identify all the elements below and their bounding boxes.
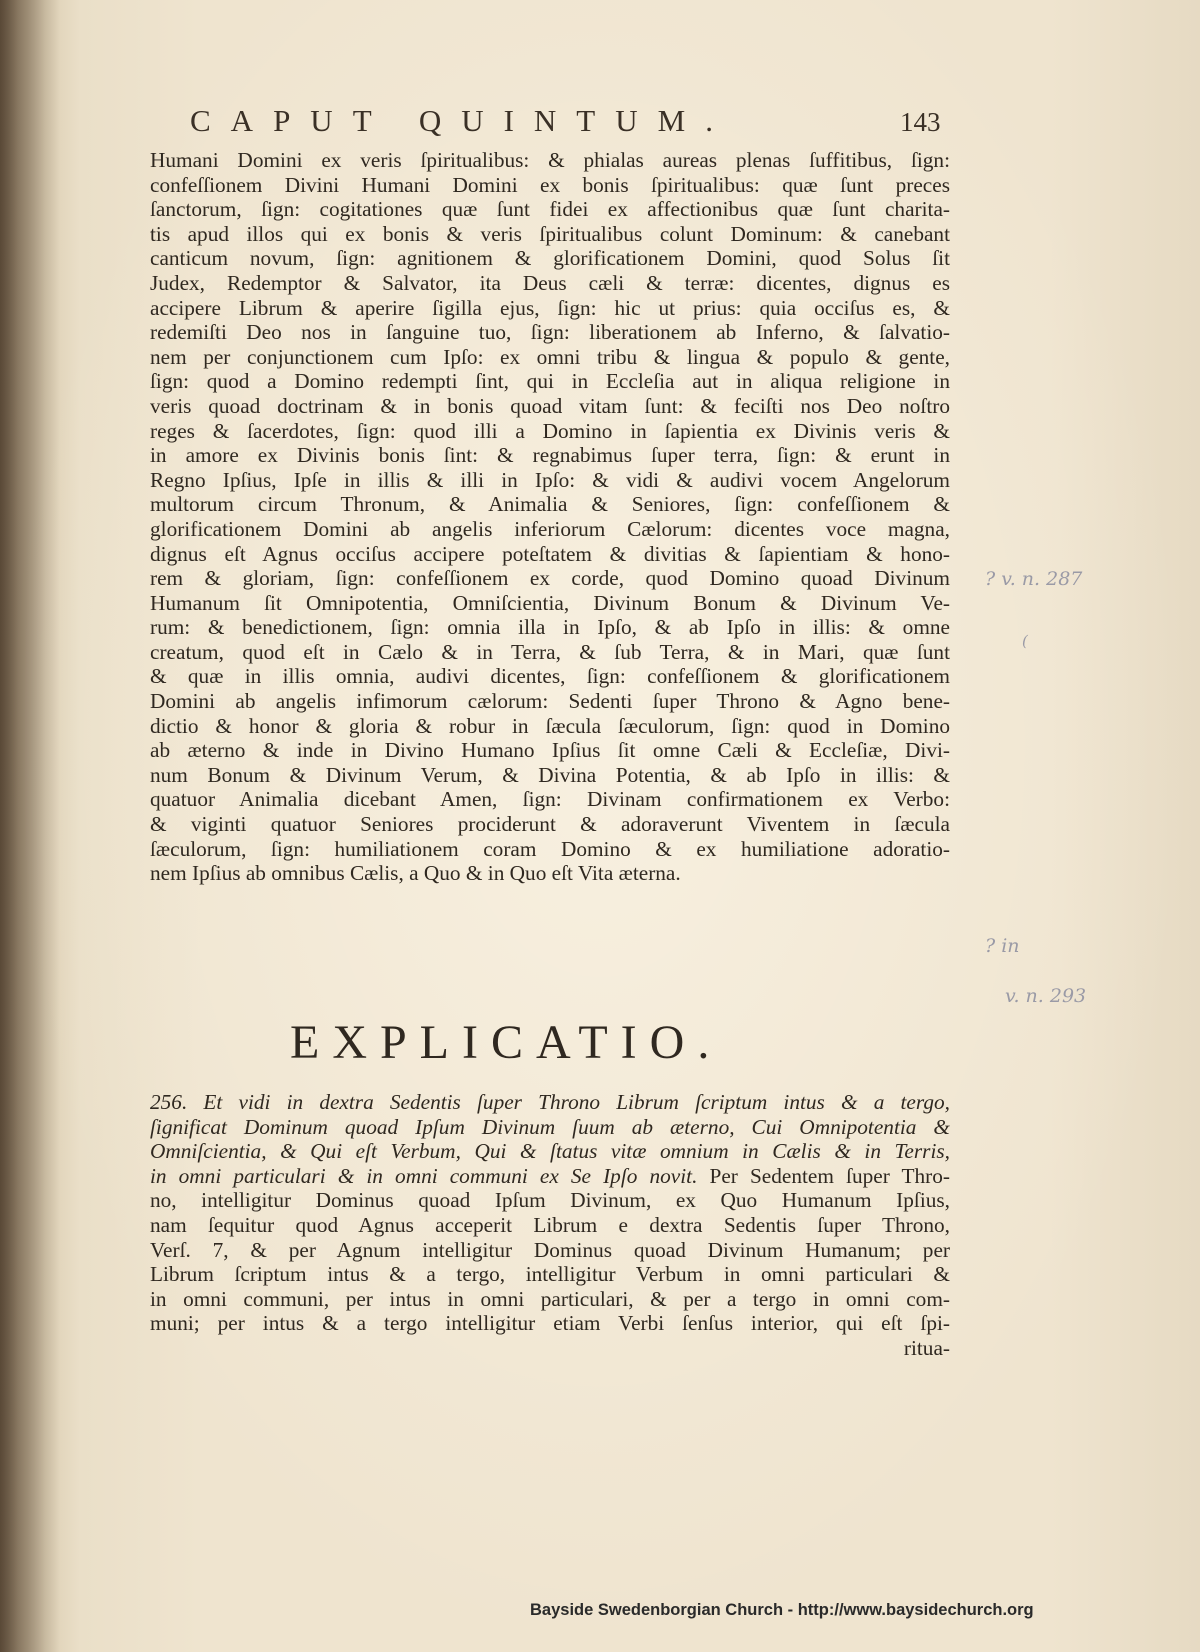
text-line: Librum ſcriptum intus & a tergo, intelligitur Verbum in omni particulari & [150, 1262, 950, 1287]
text-line: reges & ſacerdotes, ſign: quod illi a Domino in ſapientia ex Divinis veris & [150, 418, 950, 443]
text-line: 256. Et vidi in dextra Sedentis ſuper Throno Librum ſcriptum intus & a tergo, [150, 1090, 950, 1114]
text-line: dictio & honor & gloria & robur in ſæcula ſæculorum, ſign: quod in Domino [150, 713, 950, 738]
text-line: no, intelligitur Dominus quoad Ipſum Divinum, ex Quo Humanum Ipſius, [150, 1188, 950, 1213]
text-line: rum: & benedictionem, ſign: omnia illa in Ipſo, & ab Ipſo in illis: & omne [150, 615, 950, 640]
text-line: multorum circum Thronum, & Animalia & Seniores, ſign: confeſſionem & [150, 492, 950, 517]
margin-note: v. n. 293 [1005, 985, 1087, 1007]
text-line: in omni particulari & in omni communi ex Se Ipſo novit. Per Sedentem ſuper Thro- [150, 1163, 950, 1188]
text-line: nam ſequitur quod Agnus acceperit Librum e dextra Sedentis ſuper Throno, [150, 1212, 950, 1237]
text-line: creatum, quod eſt in Cælo & in Terra, & ſub Terra, & in Mari, quæ ſunt [150, 639, 950, 664]
text-line: Humanum ſit Omnipotentia, Omniſcientia, Divinum Bonum & Divinum Ve- [150, 590, 950, 615]
footer-credit: Bayside Swedenborgian Church - http://www.baysidechurch.org [530, 1601, 1034, 1619]
margin-note: ? v. n. 287 [985, 568, 1083, 590]
text-line: ſæculorum, ſign: humiliationem coram Domino & ex humiliatione adoratio- [150, 836, 950, 861]
running-head: CAPUT QUINTUM. [190, 103, 733, 138]
main-text-block [150, 148, 950, 886]
gutter-shadow [0, 0, 60, 1652]
text-line: ab æterno & inde in Divino Humano Ipſius ſit omne Cæli & Eccleſiæ, Divi- [150, 738, 950, 763]
text-line: nem Ipſius ab omnibus Cælis, a Quo & in Quo eſt Vita æterna. [150, 861, 681, 886]
text-line: & viginti quatuor Seniores prociderunt & adoraverunt Viventem in ſæcula [150, 812, 950, 837]
text-line: tis apud illos qui ex bonis & veris ſpiritualibus colunt Dominum: & canebant [150, 221, 950, 246]
text-line: dignus eſt Agnus occiſus accipere poteſtatem & divitias & ſapientiam & hono- [150, 541, 950, 566]
section-heading: EXPLICATIO. [290, 1016, 723, 1069]
text-line: rem & gloriam, ſign: confeſſionem ex corde, quod Domino quoad Divinum [150, 566, 950, 591]
text-line: ſignificat Dominum quoad Ipſum Divinum ſuum ab æterno, Cui Omnipotentia & [150, 1114, 950, 1139]
text-line: quatuor Animalia dicebant Amen, ſign: Divinam confirmationem ex Verbo: [150, 787, 950, 812]
text-line: confeſſionem Divini Humani Domini ex bonis ſpiritualibus: quæ ſunt preces [150, 172, 950, 197]
text-line: ſign: quod a Domino redempti ſint, qui in Eccleſia aut in aliqua religione in [150, 369, 950, 394]
margin-note: ? in [985, 935, 1020, 957]
text-line: ſanctorum, ſign: cogitationes quæ ſunt fidei ex affectionibus quæ ſunt charita- [150, 197, 950, 222]
text-line: muni; per intus & a tergo intelligitur etiam Verbi ſenſus interior, qui eſt ſpi- [150, 1311, 950, 1336]
text-line: accipere Librum & aperire ſigilla ejus, ſign: hic ut prius: quia occiſus es, & [150, 295, 950, 320]
catchword: ritua- [903, 1335, 950, 1360]
text-line: Regno Ipſius, Ipſe in illis & illi in Ipſo: & vidi & audivi vocem Angelorum [150, 467, 950, 492]
text-line: in omni communi, per intus in omni particulari, & per a tergo in omni com- [150, 1286, 950, 1311]
text-line: canticum novum, ſign: agnitionem & glorificationem Domini, quod Solus ſit [150, 246, 950, 271]
text-line: Humani Domini ex veris ſpiritualibus: & phialas aureas plenas ſuffitibus, ſign: [150, 148, 950, 172]
text-line: redemiſti Deo nos in ſanguine tuo, ſign: liberationem ab Inferno, & ſalvatio- [150, 320, 950, 345]
text-line: veris quoad doctrinam & in bonis quoad vitam ſunt: & feciſti nos Deo noſtro [150, 393, 950, 418]
text-line: Verſ. 7, & per Agnum intelligitur Dominus quoad Divinum Humanum; per [150, 1237, 950, 1262]
text-line: in amore ex Divinis bonis ſint: & regnabimus ſuper terra, ſign: & erunt in [150, 443, 950, 468]
page-number: 143 [900, 107, 941, 137]
text-line: Judex, Redemptor & Salvator, ita Deus cæli & terræ: dicentes, dignus es [150, 270, 950, 295]
text-line: Domini ab angelis infimorum cælorum: Sedenti ſuper Throno & Agno bene- [150, 689, 950, 714]
margin-note: ( [1022, 632, 1028, 650]
text-line: Omniſcientia, & Qui eſt Verbum, Qui & ſtatus vitæ omnium in Cælis & in Terris, [150, 1139, 950, 1164]
text-line: & quæ in illis omnia, audivi dicentes, ſign: confeſſionem & glorificationem [150, 664, 950, 689]
explicatio-text-block [150, 1090, 950, 1361]
text-line: num Bonum & Divinum Verum, & Divina Potentia, & ab Ipſo in illis: & [150, 762, 950, 787]
text-line: nem per conjunctionem cum Ipſo: ex omni tribu & lingua & populo & gente, [150, 344, 950, 369]
text-line: glorificationem Domini ab angelis inferiorum Cælorum: dicentes voce magna, [150, 516, 950, 541]
